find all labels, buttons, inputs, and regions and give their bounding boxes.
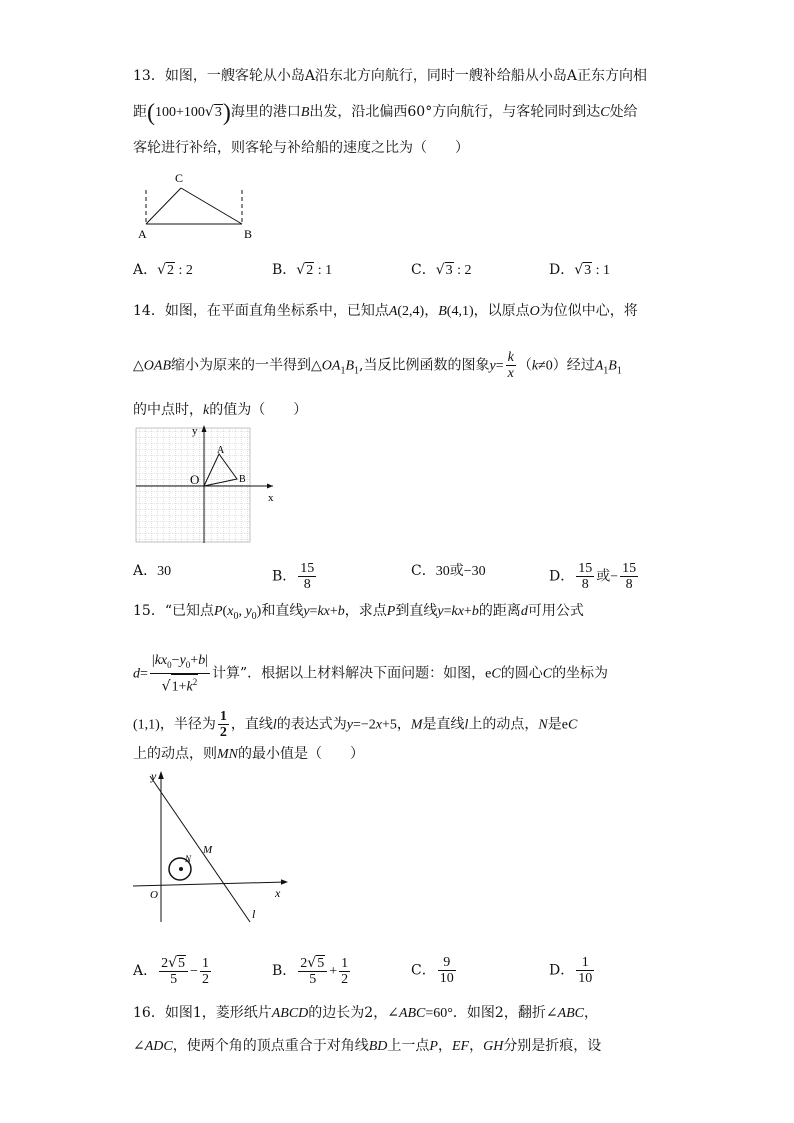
q15-line-3: (1,1)，半径为 $\frac{1}{2}$ ，直线l的表达式为y=−2x+5，M是直线l上的动点，N是eC (133, 709, 578, 740)
q15-option-b[interactable]: B． $\frac{2√5}{5}$ + $\frac{1}{2}$ (272, 955, 349, 987)
q13-option-b[interactable]: B．√2 : 1 (272, 262, 333, 278)
q15-point-m: M (203, 844, 213, 856)
q15-line-l: l (252, 907, 256, 921)
q13-option-a[interactable]: A．√2 : 2 (133, 262, 193, 278)
q13-option-d[interactable]: D．√3 : 1 (549, 262, 611, 278)
q14-option-b[interactable]: B． $\frac{15}{8}$ (272, 561, 315, 592)
q14-line-2: △OAB缩小为原来的一半得到$\triangle OA_1B_1$,当反比例函数的图象y= $\frac{k}{x}$ （k≠0）经过$A_1B_1$ (133, 350, 622, 381)
q14-axis-y: y (192, 425, 198, 437)
q13-figure (134, 168, 264, 244)
q15-point-n: N (185, 854, 192, 864)
q13-line-1: 13．如图，一艘客轮从小岛A沿东北方向航行，同时一艘补给船从小岛A正东方向相 (133, 68, 648, 84)
q13-label-b: B (244, 227, 253, 241)
q15-figure (133, 770, 293, 930)
q14-line-3: 的中点时，k的值为（ ） (133, 402, 308, 418)
q14-axis-x: x (268, 492, 274, 504)
q14-point-a: A (217, 445, 225, 456)
q15-line-2: d= $\frac{|kx_0-y_0+b|}{√1+k^2}$ 计算”．根据以上材料解决下面问题：如图，eC的圆心C的坐标为 (133, 653, 609, 695)
q14-option-d[interactable]: D． $\frac{15}{8}$ 或− $\frac{15}{8}$ (549, 561, 637, 592)
q13-label-c: C (175, 171, 184, 185)
q14-option-c[interactable]: C．30或−30 (411, 563, 486, 579)
q14-point-b: B (239, 474, 246, 485)
q13-line-2: 距(100+100√3)海里的港口B出发，沿北偏西60°方向航行，与客轮同时到达C处给 (133, 100, 638, 126)
q15-axis-y: y (151, 769, 157, 783)
q15-line-4: 上的动点，则MN的最小值是（ ） (133, 746, 364, 762)
q13-line-3: 客轮进行补给，则客轮与补给船的速度之比为（ ） (133, 140, 469, 156)
q13-label-a: A (138, 227, 147, 241)
q14-option-a[interactable]: A．30 (133, 563, 172, 579)
q15-axis-x: x (275, 886, 281, 900)
q15-option-a[interactable]: A． $\frac{2√5}{5}$ − $\frac{1}{2}$ (133, 955, 209, 987)
q14-origin-o: O (190, 472, 200, 487)
q13-option-c[interactable]: C．√3 : 2 (411, 262, 472, 278)
q16-line-2: ∠ADC，使两个角的顶点重合于对角线BD上一点P，EF，GH分别是折痕，设 (133, 1038, 602, 1054)
q16-line-1: 16．如图1，菱形纸片ABCD的边长为2，∠ABC=60°．如图2，翻折∠ABC， (133, 1005, 599, 1021)
q15-origin-o: O (150, 889, 158, 901)
q14-grid-figure (133, 425, 275, 545)
q15-option-d[interactable]: D． $\frac{1}{10}$ (549, 955, 593, 986)
q15-option-c[interactable]: C． $\frac{9}{10}$ (411, 955, 454, 986)
q15-line-1: 15．“已知点$P(x_0$, $y_0$)和直线y=kx+b，求点P到直线y=kx+b的距离d可用公式 (133, 603, 584, 622)
q14-line-1: 14．如图，在平面直角坐标系中，已知点A(2,4)，B(4,1)，以原点O为位似中心，将 (133, 303, 638, 319)
